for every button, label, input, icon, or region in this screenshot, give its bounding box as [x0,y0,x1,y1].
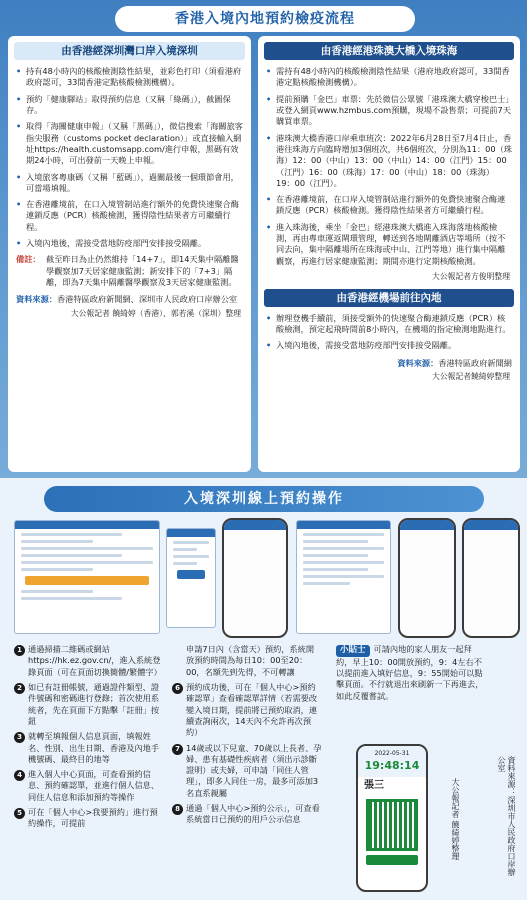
login-page-screenshot [14,520,160,634]
step-item: 1 通過掃描二維碼或網站https://hk.ez.gov.cn/，進入系統登錄頁面（可在頁面切換簡體/繁體字） [14,644,164,678]
airport-heading: 由香港經機場前往內地 [264,289,514,307]
list-item: • 在香港離境前，在口入境管制站進行額外的免費快速聚合酶連鎖反應（PCR）核酸檢測，獲得陰性結果者方可繼續行程。 [16,199,243,233]
step-item: 4 進入個人中心頁面，可查看預約信息、預約確認單，並進行個人信息、同住人信息和添加預約等操作 [14,769,164,803]
list-item: • 在香港離境前，在口岸入境管制站進行額外的免費快速聚合酶連鎖反應（PCR）核酸檢測。獲得陰性結果者方可繼續行程。 [266,194,512,217]
steps-list-1 [14,644,164,834]
step-item: 8 通過「個人中心>預約公示」，可查看系統當日已預約的用戶公示信息 [172,803,322,826]
vertical-source: 資料來源：深圳市人民政府口岸辦公室 [497,756,516,876]
phone-name: 張三 [364,780,384,792]
list-item: • 入境內地後，需接受當地防疫部門安排接受隔離。 [16,238,243,249]
list-item: • 取得「海關健康申報」（又稱「黑碼」），微信搜索「海關旅客指尖服務（customs pocket declaration）」或直接輸入網址https://health.customsapp.com/進行申報，黑碼有效期24小時，可出發前一天晚上申報。 [16,121,243,166]
list-item: • 需持有48小時內的核酸檢測陰性結果（港府地政府認可，33間香港定點核酸檢測機構）。 [266,66,512,89]
left-source [8,294,251,305]
step-item: 7 14歲或以下兒童、70歲以上長者、孕婦、患有基礎性疾病者（須出示診斷證明）或夫婦，可申請「同住人管理」，即多人同住一房，最多可添加3名直系親屬 [172,743,322,800]
phone-time: 19:48:14 [364,759,420,773]
page-title: 香港入境內地預約檢疫流程 [115,6,415,32]
source-text: 香港特區政府新聞網 [438,357,512,368]
phone-confirm-screenshot [462,518,520,638]
right-source [258,358,520,369]
phone-date: 2022-05-31 [374,750,410,757]
bottom-panel [0,478,527,900]
vertical-credit: 大公報記者 饒綺婷整理 [451,778,460,861]
tip-text: 可請內地的家人朋友一起拜約，早上10：00開放預約，9：4左右不以提前進入填好信息，9：55開始可以點擊頁面。不行就退出來刷新一下再進去，如此反覆嘗試。 [336,644,484,701]
list-item: • 進入珠海後，乘坐「金巴」經港珠澳大橋進入珠海落地核酸檢測，再由專車運返閘環管理，轉送到各地閘離酒店等場所（按不同去向，集中隔離場所在珠海或中山、江門等地）進行集中隔離觀察，再進行居家健康監測；期間亦進行定期核酸檢測。 [266,222,512,267]
phone-center-screenshot [398,518,456,638]
register-screenshot [166,528,216,628]
step-item: 3 就轉至填報個人信息頁面，填報姓名、性別、出生日期、香港及內地手機號碼、最終目的地等 [14,731,164,765]
step-5-continuation: 申請7日內（含當天）預約，系統開放預約時間為每日10：00至20：00，名額先到先得，不可轉讓 [186,644,315,677]
section-title: 入境深圳線上預約操作 [44,486,484,512]
steps-list-2 [172,644,322,830]
green-code-phone [356,744,428,892]
list-item: • 持有48小時內的核酸檢測陰性結果，並彩色打印（須看港府政府認可，33間香港定點核酸檢測機構）。 [16,66,243,89]
note-text: 截至昨日為止仍然維持「14+7」，即14天集中隔離醫學觀察加7天居家健康監測；新安排下的「7+3」隔離，即為7天集中隔離醫學觀察及3天居家健康監測。 [46,254,239,287]
step-item: 2 如已有註冊帳號，通過證件類型、證件號碼和密碼進行登錄；首次使用系統者，先在頁面下方點擊「註冊」按鈕 [14,682,164,727]
zhuhai-column [258,36,520,472]
qr-code-icon [366,799,418,851]
shenzhen-bay-column [8,36,251,472]
list-item: • 入境內地後，需接受當地防疫部門安排接受隔離。 [266,340,512,351]
source-text: 香港特區政府新聞網、深圳市人民政府口岸辦公室 [56,294,238,305]
shenzhen-bay-list [8,66,251,249]
appointment-list-screenshot [296,520,391,634]
hzmb-credit: 大公報記者方俊明整理 [432,272,510,281]
source-label: 資料來源： [397,357,439,368]
list-item: • 辦理登機手續前，須接受額外的快速聚合酶連鎖反應（PCR）核酸檢測，預定起飛時間前8小時內，在機場的指定檢測地點進行。 [266,313,512,336]
list-item: • 入境旅客粵康碼（又稱「藍碼」），過關最後一個環節會用，可當場填報。 [16,172,243,195]
note [8,254,251,288]
source-label: 資料來源： [16,294,57,305]
list-item: • 港珠澳大橋香港口岸乘車班次：2022年6月28日至7月4日止，香港往珠海方向臨時增加3個班次，共6個班次，分別為11：00（珠海）12：00（中山）13：00（中山）14：00（江門）15：00（江門）16：00（珠海）17：00（中山）18：00（珠海）19：00（江門）。 [266,133,512,190]
step-item: 5 可在「個人中心>我要預約」進行預約操作，可提前 [14,807,164,830]
phone-form-screenshot [222,518,288,638]
step-item: 6 預約成功後，可在「個人中心>預約確認單」查看確認單詳情（若需要改變入境日期，提前將已預約取消，連續查詢兩次，14天內不允許再次預約） [172,682,322,739]
hzmb-heading: 由香港經港珠澳大橋入境珠海 [264,42,514,60]
shenzhen-bay-heading: 由香港經深圳灣口岸入境深圳 [14,42,245,60]
airport-credit: 大公報記者饒綺婷整理 [432,372,510,381]
left-credit: 大公報記者 饒綺婷（香港）、郭若溪（深圳）整理 [70,308,241,318]
note-label: 備註： [16,254,41,265]
tip-badge: 小貼士 [336,645,370,657]
list-item: • 提前預購「金巴」車票：先於微信公眾號「港珠澳大橋穿梭巴士」或登入網頁www.hzmbus.com預購，現場不設售票；可提前7天購買車票。 [266,94,512,128]
list-item: • 預約「健康驛站」取得預約信息（又稱「綠碼」），截圖保存。 [16,94,243,117]
hzmb-list [258,66,520,267]
airport-list [258,313,520,352]
tip-box [336,644,486,702]
